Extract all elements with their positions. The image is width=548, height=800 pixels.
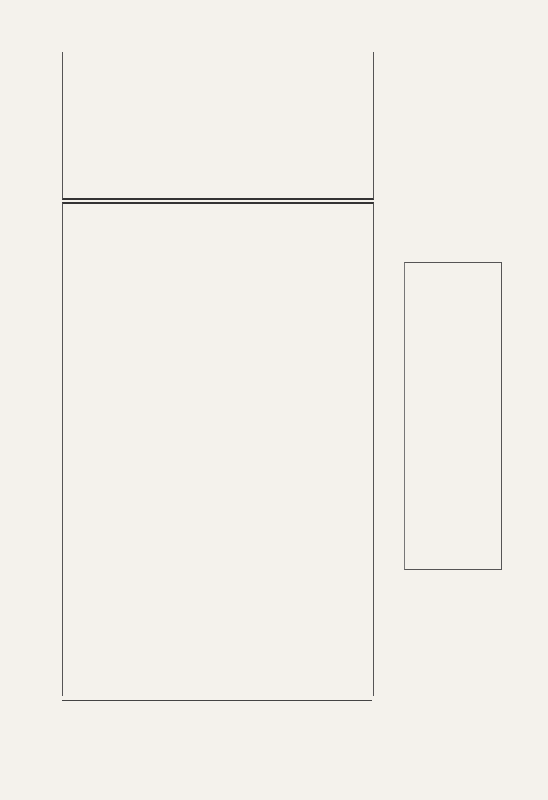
- tercera-sala-panel: [62, 202, 374, 696]
- circuit-tribunal-box: [404, 262, 502, 570]
- resumen-rule: [62, 700, 372, 701]
- resumen-total-row: [100, 688, 400, 698]
- circuit-tribunal-rotated: [405, 263, 501, 569]
- top-table-panel: [62, 52, 374, 200]
